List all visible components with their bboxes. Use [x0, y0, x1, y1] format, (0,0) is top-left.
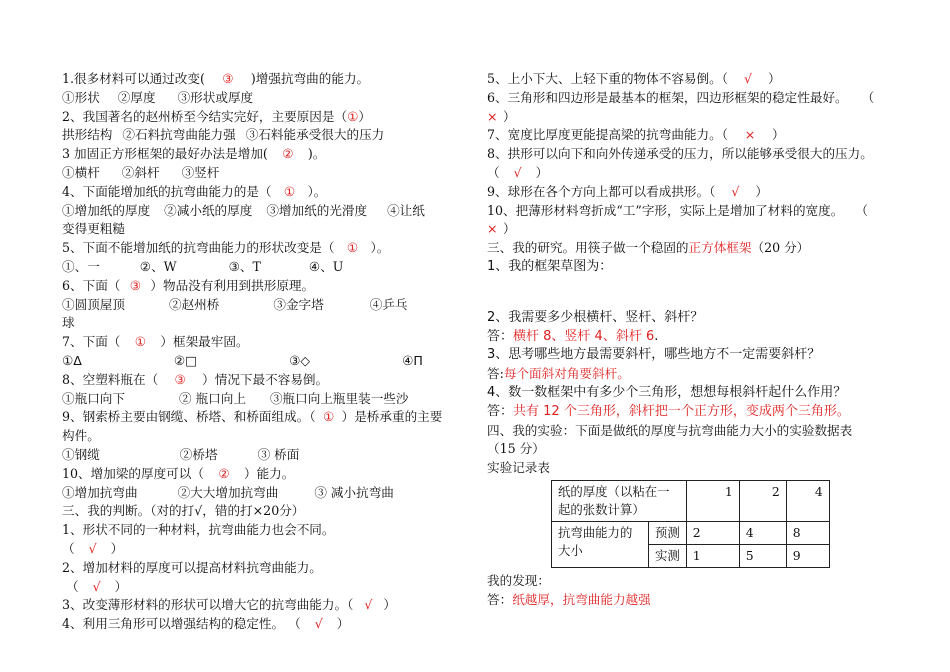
- experiment-table: [551, 480, 830, 568]
- answer-mark: ③: [174, 371, 186, 387]
- question-3-options: ①横杆 ②斜杆 ③竖杆: [62, 164, 220, 180]
- table-col-3: 4: [786, 480, 829, 521]
- judge-10-answer: × ）: [487, 220, 889, 239]
- right-column: [487, 70, 889, 610]
- question-8-options: ①瓶口向下 ② 瓶口向上 ③瓶口向上瓶里装一些沙: [62, 390, 409, 406]
- left-column: [62, 70, 464, 634]
- question-2-options: 拱形结构 ②石料抗弯曲能力强 ③石料能承受很大的压力: [62, 127, 385, 143]
- judge-1: 1、形状不同的一种材料，抗弯曲能力也会不同。: [62, 522, 335, 538]
- answer-mark: ②: [218, 465, 230, 481]
- table-label-predict: 预测: [649, 521, 687, 544]
- table-title: 实验记录表: [487, 460, 550, 476]
- table-cell: 5: [739, 544, 786, 567]
- judge-2: 2、增加材料的厚度可以提高材料抗弯曲能力。: [62, 559, 322, 575]
- answer-mark: √: [88, 540, 97, 556]
- table-label-actual: 实测: [649, 544, 687, 567]
- question-1-options: ①形状 ②厚度 ③形状或厚度: [62, 89, 254, 105]
- question-2: 2、我国著名的赵州桥至今结实完好，主要原因是（①）: [62, 108, 464, 127]
- research-q2-answer: 答：横杆 8、竖杆 4、斜杆 6.: [487, 328, 659, 344]
- answer-mark: ×: [487, 221, 498, 237]
- answer-mark: √: [92, 578, 101, 594]
- section-3-research-heading: 三、我的研究。用筷子做一个稳固的正方体框架（20 分）: [487, 240, 810, 256]
- judge-6-answer: × ）: [487, 108, 889, 127]
- answer-mark: ③: [222, 71, 234, 86]
- answer-mark: ①: [346, 240, 359, 256]
- table-cell: 8: [786, 521, 829, 544]
- answer-mark: ①: [283, 183, 296, 199]
- question-5-options: ①、一 ②、W ③、T ④、U: [62, 258, 344, 274]
- research-q1: 1、我的框架草图为：: [487, 258, 613, 274]
- answer-mark: ①: [322, 409, 335, 425]
- question-3: 3 加固正方形框架的最好办法是增加( ② )。: [62, 145, 464, 164]
- question-5: 5、下面不能增加纸的抗弯曲能力的形状改变是（ ① ）。: [62, 239, 464, 258]
- answer-mark: ①: [347, 108, 359, 124]
- table-cell: 4: [739, 521, 786, 544]
- research-q4: 4、数一数框架中有多少个三角形，想想每根斜杆起什么作用？: [487, 384, 847, 400]
- question-7-options: ①Δ ②□ ③◇ ④Π: [62, 352, 423, 368]
- table-col-2: 2: [739, 480, 786, 521]
- table-col-1: 1: [686, 480, 739, 521]
- question-4: 4、下面能增加纸的抗弯曲能力的是（ ① ）。: [62, 183, 464, 202]
- question-6-options-cont: 球: [62, 315, 75, 331]
- judge-7: 7、宽度比厚度更能提高梁的抗弯曲能力。（ × ）: [487, 126, 889, 145]
- sketch-area: [487, 277, 889, 309]
- table-header-thickness: 纸的厚度（以粘在一起的张数计算）: [552, 480, 687, 521]
- judge-6: 6、三角形和四边形是最基本的框架，四边形框架的稳定性最好。 （: [487, 89, 875, 105]
- answer-mark: √: [364, 597, 373, 613]
- question-6-options: ①圆顶屋顶 ②赵州桥 ③金字塔 ④乒乓: [62, 296, 408, 312]
- question-8: 8、空塑料瓶在（ ③ ）情况下最不容易倒。: [62, 371, 464, 390]
- section-3-heading: 三、我的判断。（对的打√，错的打×20分）: [62, 503, 305, 519]
- table-cell: 2: [686, 521, 739, 544]
- research-q3: 3、思考哪些地方最需要斜杆，哪些地方不一定需要斜杆？: [487, 347, 821, 363]
- answer-mark: ①: [134, 334, 147, 350]
- table-row-header: 抗弯曲能力的大小: [552, 521, 649, 567]
- question-4-options-cont: 变得更粗糙: [62, 221, 125, 237]
- judge-2-answer: （ √ ）: [62, 578, 464, 597]
- judge-8-answer: （ √ ）: [487, 164, 889, 183]
- section-4-heading-cont: （15 分）: [487, 441, 545, 457]
- question-6: 6、下面（ ③ ）物品没有利用到拱形原理。: [62, 277, 464, 296]
- judge-10: 10、把薄形材料弯折成“工”字形，实际上是增加了材料的宽度。 （: [487, 202, 868, 218]
- research-q4-answer: 答：共有 12 个三角形，斜杆把一个正方形，变成两个三角形。: [487, 403, 850, 419]
- research-q2: 2、我需要多少根横杆、竖杆、斜杆？: [487, 309, 704, 325]
- question-10: 10、增加梁的厚度可以（ ② ）能力。: [62, 465, 464, 484]
- judge-3: 3、改变薄形材料的形状可以增大它的抗弯曲能力。（ √ ）: [62, 596, 464, 615]
- question-10-options: ①增加抗弯曲 ②大大增加抗弯曲 ③ 减小抗弯曲: [62, 484, 394, 500]
- judge-1-answer: （ √ ）: [62, 540, 464, 559]
- table-cell: 9: [786, 544, 829, 567]
- judge-9: 9、球形在各个方向上都可以看成拱形。（ √ ）: [487, 183, 889, 202]
- finding-answer: 答：纸越厚，抗弯曲能力越强: [487, 591, 651, 607]
- question-7: 7、下面（ ① ）框架最牢固。: [62, 333, 464, 352]
- section-4-heading: 四、我的实验：下面是做纸的厚度与抗弯曲能力大小的实验数据表: [487, 422, 853, 438]
- question-4-options: ①增加纸的厚度 ②减小纸的厚度 ③增加纸的光滑度 ④让纸: [62, 202, 425, 218]
- research-q3-answer: 答:每个面斜对角要斜杆。: [487, 366, 630, 382]
- answer-mark: √: [513, 164, 522, 180]
- judge-5: 5、上小下大、上轻下重的物体不容易倒。（ √ ）: [487, 70, 889, 89]
- judge-4: 4、利用三角形可以增强结构的稳定性。 （ √ ）: [62, 615, 464, 634]
- question-9: 9、钢索桥主要由钢缆、桥塔、和桥面组成。（ ① ）是桥承重的主要: [62, 408, 464, 427]
- answer-mark: ②: [282, 146, 294, 162]
- answer-mark: ×: [744, 127, 756, 143]
- table-cell: 1: [686, 544, 739, 567]
- question-9-options: ①钢缆 ②桥塔 ③ 桥面: [62, 446, 300, 462]
- finding-label: 我的发现：: [487, 572, 550, 588]
- answer-mark: ×: [487, 108, 498, 124]
- question-9-cont: 构件。: [62, 428, 100, 444]
- answer-mark: √: [731, 183, 740, 199]
- question-1: 1.很多材料可以通过改变( ③ )增强抗弯曲的能力。: [62, 70, 464, 89]
- judge-8: 8、拱形可以向下和向外传递承受的压力，所以能够承受很大的压力。: [487, 146, 873, 162]
- answer-mark: √: [743, 71, 753, 86]
- answer-mark: √: [314, 616, 323, 632]
- answer-mark: ③: [129, 277, 142, 293]
